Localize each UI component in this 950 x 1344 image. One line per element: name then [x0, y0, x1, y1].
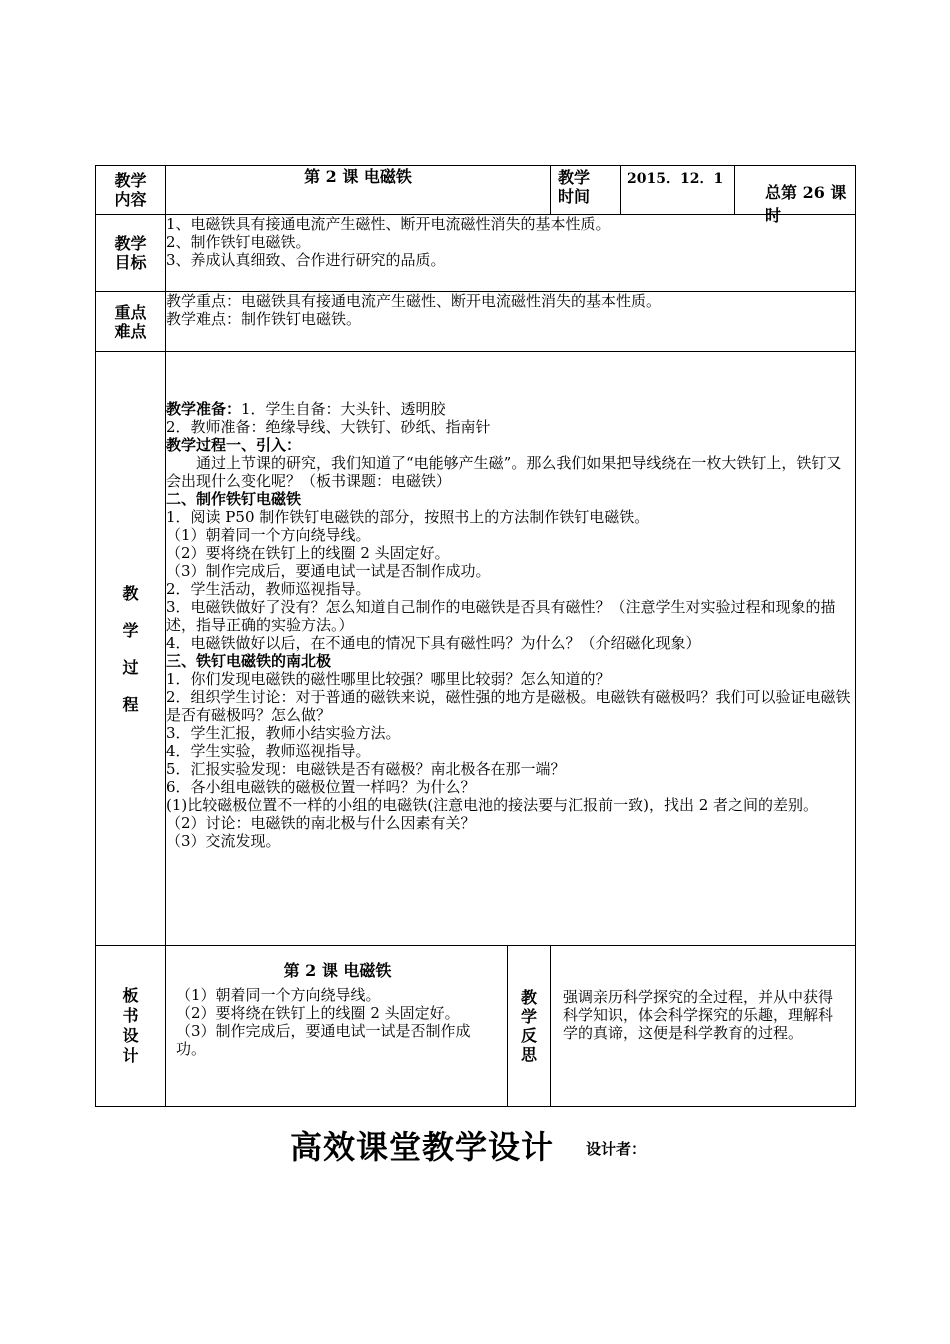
step-line: 3．电磁铁做好了没有？怎么知道自己制作的电磁铁是否具有磁性？（注意学生对实验过程和现象的描述，指导正确的实验方法。）: [166, 598, 836, 634]
goals-label-cell: [96, 215, 166, 292]
prep-teacher: 2．教师准备：绝缘导线、大铁钉、砂纸、指南针: [166, 418, 491, 436]
board-reflection-row: [96, 946, 856, 1107]
step-line: 2．学生活动，教师巡视指导。: [166, 580, 371, 598]
step-line: 1．你们发现电磁铁的磁性哪里比较强？哪里比较弱？怎么知道的？: [166, 670, 611, 688]
time-label-cell: [551, 166, 621, 215]
total-lesson-count: 总第 26 课时: [765, 183, 847, 225]
goals-label-line2: 目标: [114, 253, 147, 272]
board-line: （3）制作完成后，要通电试一试是否制作成功。: [176, 1022, 471, 1058]
prep-label: 教学准备：: [166, 400, 242, 418]
step-line: 4．电磁铁做好以后，在不通电的情况下具有磁性吗？为什么？（介绍磁化现象）: [166, 634, 701, 652]
focus-label-cell: [96, 292, 166, 352]
board-label-cell: [96, 946, 166, 1107]
step-line: （1）朝着同一个方向绕导线。: [166, 526, 371, 544]
focus-row: [96, 292, 856, 352]
step-line: (1)比较磁极位置不一样的小组的电磁铁(注意电池的接法要与汇报前一致)，找出 2 者之间的差别。: [166, 796, 819, 814]
goals-content: [166, 215, 856, 292]
focus-content: [166, 292, 856, 352]
process-row: [96, 352, 856, 946]
section-heading-intro: 教学过程一、引入：: [166, 436, 302, 454]
step-line: （2）要将绕在铁钉上的线圈 2 头固定好。: [166, 544, 450, 562]
content-label-line2: 内容: [114, 190, 147, 209]
reflection-label: 教 学 反 思: [521, 988, 538, 1064]
difficult-point: 教学难点：制作铁钉电磁铁。: [166, 310, 362, 328]
board-content-cell: [166, 946, 551, 1107]
goal-item: 2、制作铁钉电磁铁。: [166, 233, 311, 251]
header-row: [96, 166, 856, 215]
step-line: 3．学生汇报，教师小结实验方法。: [166, 724, 401, 742]
key-point: 教学重点：电磁铁具有接通电流产生磁性、断开电流磁性消失的基本性质。: [166, 292, 662, 310]
board-line: （2）要将绕在铁钉上的线圈 2 头固定好。: [176, 1004, 460, 1022]
step-line: （2）讨论：电磁铁的南北极与什么因素有关？: [166, 814, 476, 832]
board-title: 第 2 课 电磁铁: [283, 961, 392, 980]
reflection-content: 强调亲历科学探究的全过程，并从中获得科学知识，体会科学探究的乐趣，理解科学的真谛，这便是科学教育的过程。: [551, 946, 856, 1107]
prep-student: 1．学生自备：大头针、透明胶: [241, 400, 446, 418]
goal-item: 1、电磁铁具有接通电流产生磁性、断开电流磁性消失的基本性质。: [166, 215, 611, 233]
step-line: 2．组织学生讨论：对于普通的磁铁来说，磁性强的地方是磁极。电磁铁有磁极吗？我们可以验证电磁铁是否有磁极吗？怎么做？: [166, 688, 851, 724]
lesson-title: 第 2 课 电磁铁: [304, 167, 412, 186]
intro-paragraph: 通过上节课的研究，我们知道了“电能够产生磁”。那么我们如果把导线绕在一枚大铁钉上，铁钉又会出现什么变化呢？（板书课题：电磁铁）: [166, 454, 842, 490]
board-label: 板 书 设 计: [122, 986, 139, 1065]
prep-line-1: [166, 400, 855, 418]
page-title: 高效课堂教学设计: [290, 1128, 555, 1166]
lesson-plan-table: [95, 165, 856, 1107]
process-content: [166, 352, 856, 946]
step-line: 4．学生实验，教师巡视指导。: [166, 742, 371, 760]
goals-row: [96, 215, 856, 292]
section-heading-make: 二、制作铁钉电磁铁: [166, 490, 302, 508]
step-line: （3）交流发现。: [166, 832, 281, 850]
lesson-title-cell: [166, 166, 551, 215]
goal-item: 3、养成认真细致、合作进行研究的品质。: [166, 251, 446, 269]
section-heading-poles: 三、铁钉电磁铁的南北极: [166, 652, 332, 670]
date-total-cell: [621, 166, 856, 225]
goals-label-line1: 教学: [114, 234, 147, 253]
process-label: 教 学 过 程: [122, 583, 139, 714]
step-line: 1．阅读 P50 制作铁钉电磁铁的部分，按照书上的方法制作铁钉电磁铁。: [166, 508, 650, 526]
step-line: 6．各小组电磁铁的磁极位置一样吗？为什么？: [166, 778, 476, 796]
time-label-line1: 教学: [558, 168, 591, 187]
focus-label-line2: 难点: [114, 321, 147, 341]
step-line: （3）制作完成后，要通电试一试是否制作成功。: [166, 562, 491, 580]
process-label-cell: [96, 352, 166, 946]
lesson-date: 2015．12．1: [621, 166, 735, 214]
content-label-cell: [96, 166, 166, 215]
step-line: 5．汇报实验发现：电磁铁是否有磁极？南北极各在那一端？: [166, 760, 566, 778]
designer-label: 设计者：: [586, 1140, 647, 1158]
board-line: （1）朝着同一个方向绕导线。: [176, 986, 381, 1004]
focus-label-line1: 重点: [114, 302, 147, 322]
content-label-line1: 教学: [114, 171, 147, 190]
time-label-line2: 时间: [558, 187, 591, 206]
